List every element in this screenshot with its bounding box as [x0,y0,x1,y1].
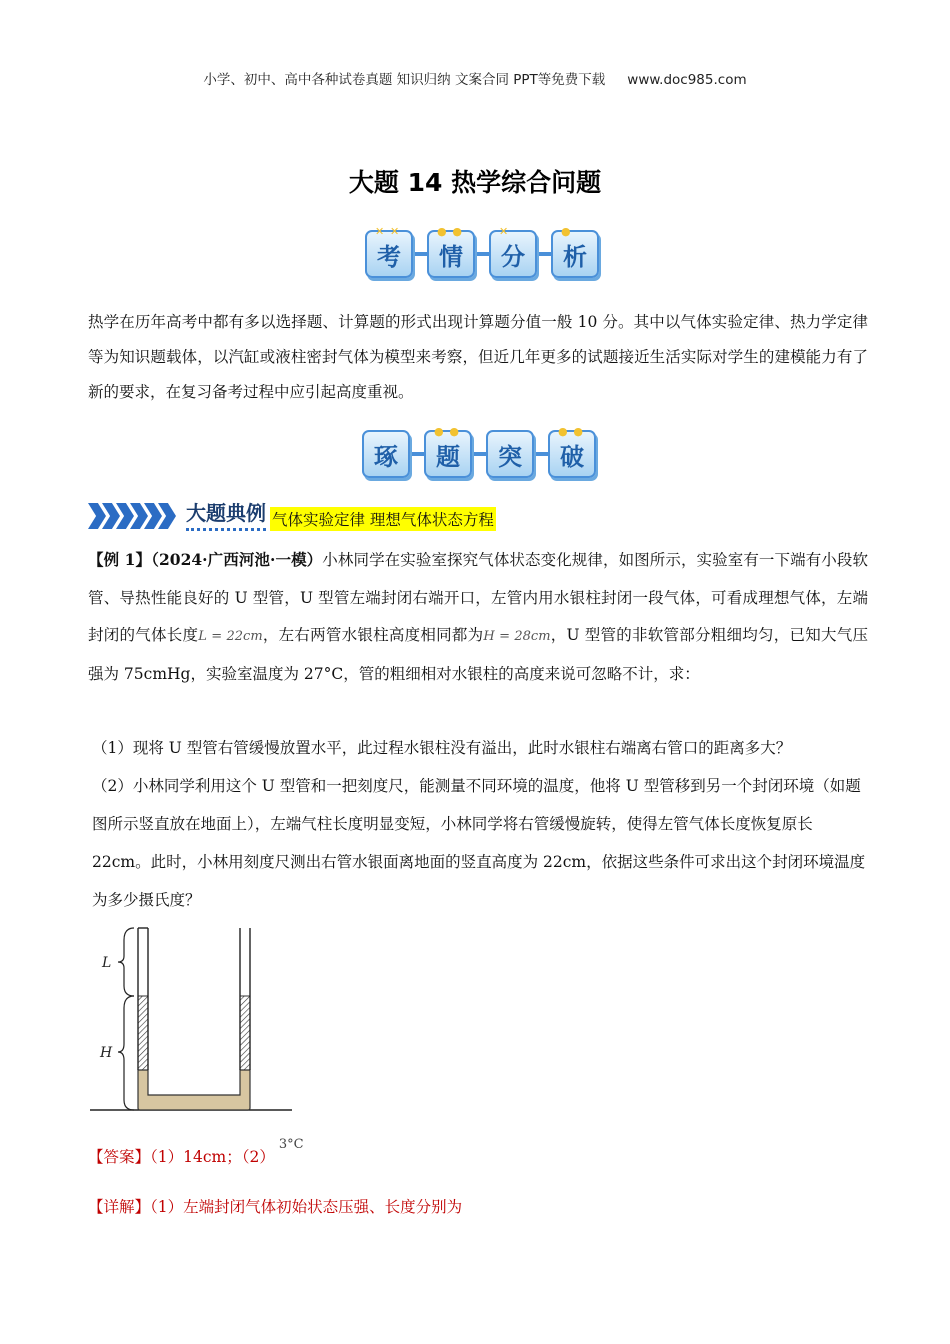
badge-connector [537,252,551,256]
sparkle-icon: ● ● [437,225,464,238]
badge-label: 突 [498,442,522,471]
right-mercury-column [240,996,250,1070]
page-header [0,68,950,88]
sparkle-icon: ● ● [434,425,461,438]
detail-label: 【详解】 [88,1198,151,1216]
section-title: 大题典例 [186,497,266,531]
badge-ti [424,425,472,478]
section-banner [88,495,496,531]
sub-question-1: （1）现将 U 型管右管缓慢放置水平，此过程水银柱没有溢出，此时水银柱右端离右管口的距离多大？ [92,739,792,757]
intro-paragraph: 热学在历年高考中都有多以选择题、计算题的形式出现计算题分值一般 10 分。其中以气体实验定律、热力学定律等为知识题载体，以汽缸或液柱密封气体为模型来考察，但近几年更多的试题接近生活实际对学生的建模能力有了新的要求，在复习备考过程中应引起高度重视。 [88,313,868,401]
brace-L [118,928,134,996]
badge-label: 情 [439,242,463,271]
example-text-b: ，左右两管水银柱高度相同都为 [262,626,484,644]
badge-bar-breakthrough [362,425,596,478]
section-topic: 气体实验定律 理想气体状态方程 [270,507,496,531]
badge-fen [489,225,537,278]
badge-label: 考 [377,242,401,271]
answer-temp: 3°C [278,1137,304,1152]
sub-question-2: （2）小林同学利用这个 U 型管和一把刻度尺，能测量不同环境的温度，他将 U 型管移到另一个封闭环境（如题图所示竖直放在地面上），左端气柱长度明显变短，小林同学将右管缓慢旋转，使得左管气体长度恢复原长 22cm。此时，小林用刻度尺测出右管水银面离地面的竖直高度为 22cm，依据这些条件可求出这个封闭环境温度为多少摄氏度？ [92,777,866,909]
badge-zhuo [362,430,410,478]
badge-po [548,425,596,478]
badge-kao [365,225,413,278]
badge-connector [472,452,486,456]
chevron-arrows-icon [88,501,172,531]
example-text-a: 小林同学在实验室探究气体状态变化规律，如图所示，实验室有一下端有小段软管、导热性能良好的 U 型管，U 型管左端封闭右端开口，左管内用水银柱封闭一段气体，可看成理想气体，左端封闭的气体长度 [88,551,868,644]
answer-text: （1）14cm；（2） [150,1148,275,1166]
example-text-c: ，U 型管的非软管部分粗细均匀，已知大气压强为 75cmHg，实验室温度为 27°C，管的粗细相对水银柱的高度来说可忽略不计，求： [88,626,868,683]
page-title: 大题 14 热学综合问题 [348,168,602,197]
badge-label: 分 [501,242,525,271]
badge-xi [551,225,599,278]
header-url[interactable]: www.doc985.com [627,72,747,88]
sparkle-icon: ● [561,225,572,238]
detail-line [88,1195,462,1217]
brace-H [118,996,134,1110]
answer-label: 【答案】 [88,1148,151,1166]
soft-tube-mercury [138,1070,250,1110]
example-question [88,541,868,693]
header-text: 小学、初中、高中各种试卷真题 知识归纳 文案合同 PPT等免费下载 [203,72,606,88]
badge-connector [475,252,489,256]
detail-text: （1）左端封闭气体初始状态压强、长度分别为 [150,1198,463,1216]
left-mercury-column [138,996,148,1070]
label-L: L [102,955,112,971]
sparkle-icon: ✕ ✕ [375,225,401,238]
badge-label: 琢 [374,442,398,471]
example-source: （2024·广西河池·一模） [151,550,323,569]
badge-connector [410,452,424,456]
badge-connector [413,252,427,256]
badge-bar-analysis [365,225,599,278]
sparkle-icon: ● ● [558,425,585,438]
answer-line [88,1137,304,1167]
example-label: 【例 1】 [88,550,152,569]
label-H: H [100,1045,113,1061]
formula-L: L = 22cm [198,629,263,644]
sparkle-icon: ✕ [499,225,510,238]
badge-connector [534,452,548,456]
formula-H: H = 28cm [483,629,551,644]
badge-qing [427,225,475,278]
badge-label: 破 [560,442,584,471]
badge-tu [486,430,534,478]
u-tube-figure [88,920,298,1120]
badge-label: 析 [563,242,587,271]
badge-label: 题 [436,442,460,471]
